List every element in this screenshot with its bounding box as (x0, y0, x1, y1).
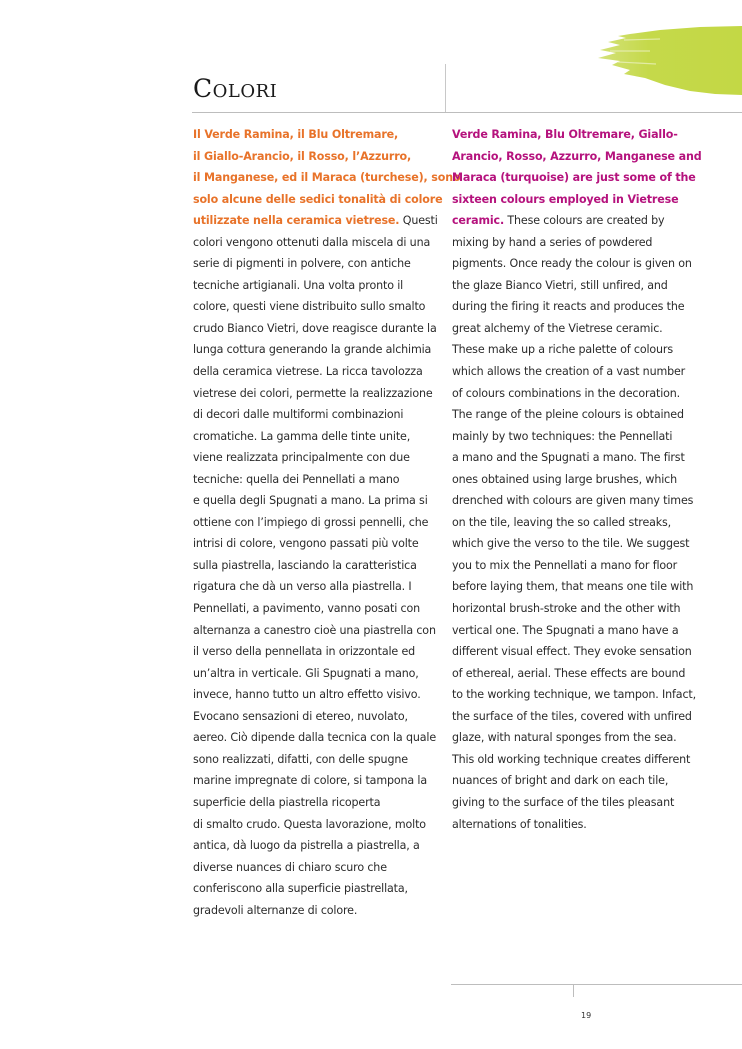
highlighted-text: il Giallo-Arancio, il Rosso, l’Azzurro, (193, 149, 412, 163)
body-text: ottiene con l’impiego di grossi pennelli, che (193, 515, 429, 529)
body-text: which allows the creation of a vast number (452, 365, 686, 379)
body-text: tecniche artigianali. Una volta pronto il (193, 278, 404, 292)
text-line (452, 727, 712, 749)
text-line (452, 490, 712, 512)
body-text: vietrese dei colori, permette la realizzazione (193, 386, 433, 400)
body-text: alternations of tonalities. (452, 817, 587, 831)
text-line (193, 339, 453, 361)
text-line (452, 533, 712, 555)
body-text: il verso della pennellata in orizzontale ed (193, 645, 416, 659)
text-line (452, 749, 712, 771)
highlighted-text: utilizzate nella ceramica vietrese. (193, 214, 400, 228)
text-line (452, 296, 712, 318)
body-text: Questi (399, 214, 438, 228)
text-line (193, 232, 453, 254)
text-line (452, 167, 712, 189)
body-text: della ceramica vietrese. La ricca tavolozza (193, 365, 423, 379)
body-text: sono realizzati, difatti, con delle spugne (193, 752, 408, 766)
body-text: Evocano sensazioni di etereo, nuvolato, (193, 709, 408, 723)
text-line (193, 361, 453, 383)
text-line (452, 232, 712, 254)
body-text: intrisi di colore, vengono passati più volte (193, 537, 419, 551)
text-line (193, 835, 453, 857)
text-line (193, 296, 453, 318)
text-line (452, 576, 712, 598)
body-text: a mano and the Spugnati a mano. The first (452, 451, 685, 465)
highlighted-text: Arancio, Rosso, Azzurro, Manganese and (452, 149, 702, 163)
body-text: diverse nuances di chiaro scuro che (193, 860, 387, 874)
text-line (193, 146, 453, 168)
text-line (452, 404, 712, 426)
body-text: e quella degli Spugnati a mano. La prima si (193, 494, 428, 508)
text-line (193, 426, 453, 448)
body-text: nuances of bright and dark on each tile, (452, 774, 669, 788)
text-line (452, 426, 712, 448)
body-text: different visual effect. They evoke sensation (452, 645, 692, 659)
text-line (193, 189, 453, 211)
body-text: superficie della piastrella ricoperta (193, 795, 381, 809)
body-text: sulla piastrella, lasciando la caratteristica (193, 558, 417, 572)
italian-column (193, 124, 461, 921)
text-line (193, 124, 453, 146)
body-text: These make up a riche palette of colours (452, 343, 673, 357)
text-line (452, 275, 712, 297)
highlighted-text: il Manganese, ed il Maraca (turchese), sono (193, 171, 461, 185)
text-line (193, 663, 453, 685)
brush-stroke-decoration (590, 18, 742, 96)
text-line (193, 900, 453, 922)
body-text: tecniche: quella dei Pennellati a mano (193, 472, 400, 486)
footer-rule (451, 984, 742, 985)
body-text: glaze, with natural sponges from the sea. (452, 731, 677, 745)
text-line (193, 792, 453, 814)
body-text: before laying them, that means one tile with (452, 580, 694, 594)
body-text: of colours combinations in the decoration. (452, 386, 681, 400)
body-text: alternanza a canestro cioè una piastrella con (193, 623, 436, 637)
body-text: cromatiche. La gamma delle tinte unite, (193, 429, 411, 443)
body-text: These colours are created by (504, 214, 665, 228)
text-line (452, 146, 712, 168)
body-text: Pennellati, a pavimento, vanno posati con (193, 602, 420, 616)
body-text: di smalto crudo. Questa lavorazione, molto (193, 817, 426, 831)
body-text: great alchemy of the Vietrese ceramic. (452, 321, 663, 335)
body-text: which give the verso to the tile. We suggest (452, 537, 690, 551)
text-line (452, 318, 712, 340)
highlighted-text: Verde Ramina, Blu Oltremare, Giallo- (452, 128, 678, 141)
text-line (452, 555, 712, 577)
text-line (193, 576, 453, 598)
highlighted-text: ceramic. (452, 214, 505, 228)
page-title: Colori (193, 74, 278, 103)
text-line (193, 749, 453, 771)
text-line (452, 253, 712, 275)
text-line (452, 361, 712, 383)
text-line (193, 490, 453, 512)
text-line (452, 469, 712, 491)
body-text: giving to the surface of the tiles pleasant (452, 795, 675, 809)
body-text: viene realizzata principalmente con due (193, 451, 410, 465)
highlighted-text: solo alcune delle sedici tonalità di colore (193, 192, 443, 206)
text-line (193, 857, 453, 879)
text-line (193, 555, 453, 577)
body-text: mixing by hand a series of powdered (452, 235, 653, 249)
text-line (452, 512, 712, 534)
highlighted-text: Maraca (turquoise) are just some of the (452, 171, 696, 185)
english-column (452, 124, 712, 835)
body-text: di decori dalle multiformi combinazioni (193, 408, 404, 422)
body-text: serie di pigmenti in polvere, con antiche (193, 257, 411, 271)
body-text: to the working technique, we tampon. Infact, (452, 688, 696, 702)
text-line (452, 684, 712, 706)
text-line (193, 447, 453, 469)
text-line (193, 404, 453, 426)
body-text: the surface of the tiles, covered with unfired (452, 709, 692, 723)
text-line (452, 189, 712, 211)
body-text: marine impregnate di colore, si tampona la (193, 774, 427, 788)
text-line (193, 275, 453, 297)
text-line (193, 814, 453, 836)
highlighted-text: sixteen colours employed in Vietrese (452, 192, 679, 206)
text-line (193, 210, 453, 232)
body-text: vertical one. The Spugnati a mano have a (452, 623, 679, 637)
body-text: gradevoli alternanze di colore. (193, 903, 358, 917)
body-text: during the firing it reacts and produces the (452, 300, 685, 314)
body-text: This old working technique creates different (452, 752, 691, 766)
page-number: 19 (581, 1011, 592, 1020)
body-text: conferiscono alla superficie piastrellata, (193, 882, 408, 896)
body-text: crudo Bianco Vietri, dove reagisce durante la (193, 321, 437, 335)
text-line (452, 663, 712, 685)
body-text: horizontal brush-stroke and the other with (452, 602, 681, 616)
text-line (193, 469, 453, 491)
text-line (193, 598, 453, 620)
body-text: colore, questi viene distribuito sullo smalto (193, 300, 426, 314)
body-text: on the tile, leaving the so called streaks, (452, 515, 672, 529)
body-text: the glaze Bianco Vietri, still unfired, and (452, 278, 668, 292)
text-line (193, 383, 453, 405)
text-line (452, 210, 712, 232)
text-line (193, 253, 453, 275)
text-line (193, 770, 453, 792)
text-line (452, 124, 712, 146)
body-text: of ethereal, aerial. These effects are bound (452, 666, 686, 680)
body-text: invece, hanno tutto un altro effetto visivo. (193, 688, 421, 702)
body-text: aereo. Ciò dipende dalla tecnica con la quale (193, 731, 436, 745)
text-line (193, 727, 453, 749)
body-text: ones obtained using large brushes, which (452, 472, 677, 486)
header-rule (192, 112, 742, 113)
text-line (193, 684, 453, 706)
highlighted-text: Il Verde Ramina, il Blu Oltremare, (193, 128, 399, 141)
text-line (452, 792, 712, 814)
text-line (452, 598, 712, 620)
text-line (452, 706, 712, 728)
body-text: you to mix the Pennellati a mano for floor (452, 558, 678, 572)
text-line (193, 878, 453, 900)
footer-tick (573, 984, 574, 997)
text-line (452, 447, 712, 469)
body-text: un’altra in verticale. Gli Spugnati a mano, (193, 666, 419, 680)
text-line (193, 706, 453, 728)
body-text: lunga cottura generando la grande alchimia (193, 343, 432, 357)
text-line (193, 318, 453, 340)
text-line (193, 167, 461, 189)
body-text: The range of the pleine colours is obtained (452, 408, 684, 422)
text-line (193, 533, 453, 555)
text-line (193, 620, 453, 642)
text-line (452, 339, 712, 361)
body-text: pigments. Once ready the colour is given on (452, 257, 692, 271)
text-line (452, 383, 712, 405)
text-line (452, 814, 712, 836)
body-text: antica, dà luogo da pistrella a piastrella, a (193, 839, 420, 853)
body-text: colori vengono ottenuti dalla miscela di una (193, 235, 431, 249)
text-line (193, 512, 453, 534)
text-line (452, 770, 712, 792)
column-divider (445, 64, 446, 112)
body-text: rigatura che dà un verso alla piastrella. I (193, 580, 412, 594)
body-text: mainly by two techniques: the Pennellati (452, 429, 673, 443)
text-line (193, 641, 453, 663)
text-line (452, 641, 712, 663)
text-line (452, 620, 712, 642)
body-text: drenched with colours are given many times (452, 494, 694, 508)
